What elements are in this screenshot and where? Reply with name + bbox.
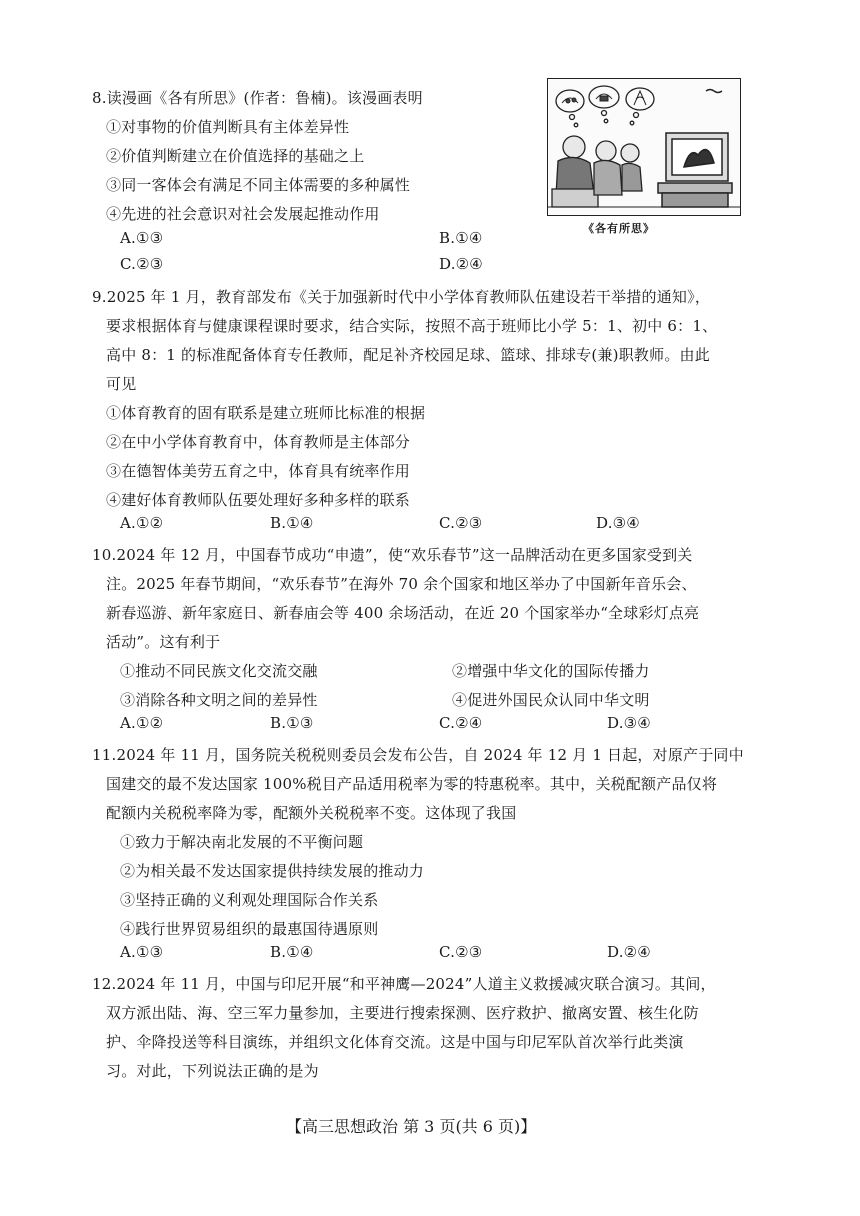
q9-option-2: ②在中小学体育教育中，体育教师是主体部分 [106,433,411,451]
q10-option-3: ③消除各种文明之间的差异性 [120,691,318,709]
cartoon-image [547,78,741,216]
q9-stem-line-4: 可见 [106,375,137,393]
q10-stem-line-1: 10.2024 年 12 月，中国春节成功“申遗”，使“欢乐春节”这一品牌活动在更多国家受到关 [92,546,693,564]
figure-child [621,144,642,191]
q10-option-2: ②增强中华文化的国际传播力 [452,662,650,680]
q8-stem: 8.读漫画《各有所思》(作者：鲁楠)。该漫画表明 [92,89,423,107]
q11-stem-line-3: 配额内关税税率降为零，配额外关税税率不变。这体现了我国 [106,804,517,822]
q11-choice-a: A.①③ [120,943,164,961]
q12-stem-line-2: 双方派出陆、海、空三军力量参加，主要进行搜索探测、医疗救护、撤离安置、核生化防 [106,1004,699,1022]
q10-option-1: ①推动不同民族文化交流交融 [120,662,318,680]
tv-set [658,133,732,207]
q8-choice-b: B.①④ [439,229,483,247]
q10-choice-b: B.①③ [270,714,314,732]
q9-choice-d: D.③④ [596,514,640,532]
q8-choice-d: D.②④ [439,255,483,273]
q9-option-1: ①体育教育的固有联系是建立班师比标准的根据 [106,404,426,422]
q11-choice-b: B.①④ [270,943,314,961]
q9-option-3: ③在德智体美劳五育之中，体育具有统率作用 [106,462,411,480]
q11-stem-line-2: 国建交的最不发达国家 100%税目产品适用税率为零的特惠税率。其中，关税配额产品仅将 [106,775,718,793]
q10-choice-d: D.③④ [607,714,651,732]
q12-stem-line-4: 习。对此，下列说法正确的是为 [106,1062,319,1080]
q8-option-1: ①对事物的价值判断具有主体差异性 [106,118,350,136]
q12-stem-line-1: 12.2024 年 11 月，中国与印尼开展“和平神鹰—2024”人道主义救援减灾联合演习。其间， [92,975,716,993]
q9-choice-a: A.①② [120,514,164,532]
figure-woman [594,141,622,195]
q10-choice-a: A.①② [120,714,164,732]
q11-option-2: ②为相关最不发达国家提供持续发展的推动力 [120,862,425,880]
q10-option-4: ④促进外国民众认同中华文明 [452,691,650,709]
q9-choice-b: B.①④ [270,514,314,532]
q9-choice-c: C.②③ [439,514,483,532]
q8-option-4: ④先进的社会意识对社会发展起推动作用 [106,205,380,223]
q11-option-3: ③坚持正确的义利观处理国际合作关系 [120,891,379,909]
q8-choice-c: C.②③ [120,255,164,273]
q11-stem-line-1: 11.2024 年 11 月，国务院关税税则委员会发布公告，自 2024 年 12 月 1 日起，对原产于同中 [92,746,744,764]
cartoon-caption: 《各有所思》 [583,222,655,235]
q11-option-4: ④践行世界贸易组织的最惠国待遇原则 [120,920,379,938]
q8-option-2: ②价值判断建立在价值选择的基础之上 [106,147,365,165]
q12-stem-line-3: 护、伞降投送等科目演练，并组织文化体育交流。这是中国与印尼军队首次举行此类演 [106,1033,684,1051]
q9-stem-line-3: 高中 8：1 的标准配备体育专任教师，配足补齐校园足球、篮球、排球专(兼)职教师。由此 [106,346,710,364]
q11-option-1: ①致力于解决南北发展的不平衡问题 [120,833,364,851]
q10-stem-line-3: 新春巡游、新年家庭日、新春庙会等 400 余场活动，在近 20 个国家举办“全球彩灯点亮 [106,604,700,622]
q9-option-4: ④建好体育教师队伍要处理好多种多样的联系 [106,491,411,509]
q9-stem-line-1: 9.2025 年 1 月，教育部发布《关于加强新时代中小学体育教师队伍建设若干举措的通知》， [92,288,711,306]
q9-stem-line-2: 要求根据体育与健康课程课时要求，结合实际，按照不高于班师比小学 5：1、初中 6：1、 [106,317,718,335]
q10-stem-line-2: 注。2025 年春节期间，“欢乐春节”在海外 70 余个国家和地区举办了中国新年音乐会、 [106,575,697,593]
figure-man [552,136,598,207]
cartoon-drawing [548,79,740,215]
q10-stem-line-4: 活动”。这有利于 [106,633,221,651]
q11-choice-d: D.②④ [607,943,651,961]
q11-choice-c: C.②③ [439,943,483,961]
q10-choice-c: C.②④ [439,714,483,732]
q8-option-3: ③同一客体会有满足不同主体需要的多种属性 [106,176,411,194]
page-footer: 【高三思想政治 第 3 页(共 6 页)】 [286,1117,537,1136]
q8-choice-a: A.①③ [120,229,164,247]
